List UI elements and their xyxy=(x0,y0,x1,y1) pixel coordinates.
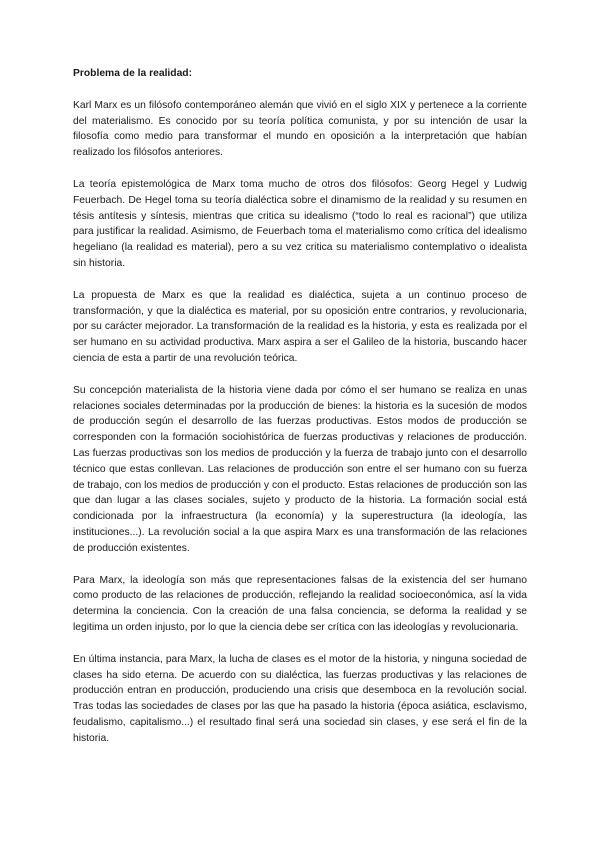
paragraph-epistemology: La teoría epistemológica de Marx toma mucho de otros dos filósofos: Georg Hegel y Ludwig Feuerbach. De Hegel toma su teoría dialéctica sobre el dinamismo de la realidad y su resumen en tésis antítesis y síntesis, mientras que critica su idealismo (“todo lo real es racional”) que utiliza para justificar la realidad. Asimismo, de Feuerbach toma el materialismo como crítica del idealismo hegeliano (la realidad es material), pero a su vez critica su materialismo contemplativo o idealista sin historia. xyxy=(73,178,527,269)
paragraph-ideology: Para Marx, la ideología son más que representaciones falsas de la existencia del ser humano como producto de las relaciones de producción, reflejando la realidad socioeconómica, así la vida determina la conciencia. Con la creación de una falsa conciencia, se deforma la realidad y se legitima un orden injusto, por lo que la ciencia debe ser crítica con las ideologías y revolucionaria. xyxy=(73,574,527,633)
paragraph-intro: Karl Marx es un filósofo contemporáneo alemán que vivió en el siglo XIX y pertenece a la corriente del materialismo. Es conocido por su teoría política comunista, y por su intención de usar la filosofía como medio para transformar el mundo en oposición a la interpretación que habían realizado los filósofos anteriores. xyxy=(73,99,527,159)
paragraph-dialectic: La propuesta de Marx es que la realidad es dialéctica, sujeta a un continuo proceso de transformación, y que la dialéctica es material, por su oposición entre contrarios, y revolucionaria, por su carácter mejorador. La transformación de la realidad es la historia, y esta es realizada por el ser humano en su actividad productiva. Marx aspira a ser el Galileo de la historia, buscando hacer ciencia de esta a partir de una revolución teórica. xyxy=(73,289,527,364)
document-title: Problema de la realidad: xyxy=(73,68,193,79)
paragraph-class-struggle: En última instancia, para Marx, la lucha de clases es el motor de la historia, y ninguna sociedad de clases ha sido eterna. De acuerdo con su dialéctica, las fuerzas productivas y las relaciones de producción entran en producción, produciendo una crisis que desemboca en la revolución social. Tras todas las sociedades de clases por las que ha pasado la historia (época asiática, esclavismo, feudalismo, capitalismo...) el resultado final será una sociedad sin clases, y ese será el fin de la historia. xyxy=(73,653,527,744)
paragraph-historical-materialism: Su concepción materialista de la historia viene dada por cómo el ser humano se realiza en unas relaciones sociales determinadas por la producción de bienes: la historia es la sucesión de modos de producción según el desarrollo de las fuerzas productivas. Estos modos de producción se corresponden con la formación sociohistórica de fuerzas productivas y relaciones de producción. Las fuerzas productivas son los medios de producción y la fuerza de trabajo junto con el desarrollo técnico que estas conllevan. Las relaciones de producción son entre el ser humano con su fuerza de trabajo, con los medios de producción y con el producto. Estas relaciones de producción son las que dan lugar a las clases sociales, sujeto y producto de la historia. La formación social está condicionada por la infraestructura (la economía) y la superestructura (la ideología, las instituciones...). La revolución social a la que aspira Marx es una transformación de las relaciones de producción existentes. xyxy=(73,384,527,554)
document-body xyxy=(73,66,527,762)
